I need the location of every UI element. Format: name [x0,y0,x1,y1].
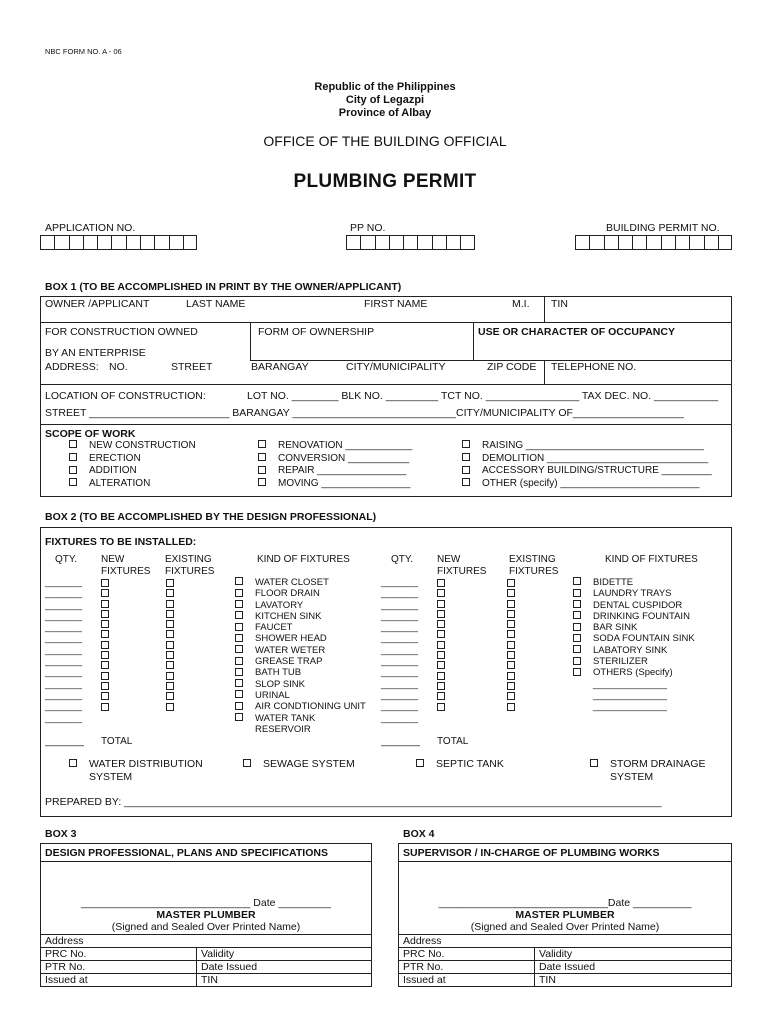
box4-label: BOX 4 [403,828,435,840]
checkbox-icon[interactable] [507,589,515,597]
existing-fixtures-header-right: EXISTING FIXTURES [509,554,559,577]
qty-blank[interactable]: _______ [381,599,418,611]
address-street-label: STREET [171,361,213,373]
checkbox-icon[interactable] [235,577,243,585]
fixture-row [235,577,366,588]
fixture-row [235,690,366,701]
address-no-label: NO. [109,361,128,373]
qty-blank[interactable]: _______ [45,644,82,656]
checkbox-icon[interactable] [235,600,243,608]
fixture-row [235,611,366,622]
fixture-label: LAVATORY [255,599,304,611]
qty-blank[interactable]: _______ [381,656,418,668]
checkbox-icon[interactable] [101,579,109,587]
fixture-label: DRINKING FOUNTAIN [593,610,690,622]
checkbox-icon[interactable] [462,478,470,486]
checkbox-icon[interactable] [573,611,581,619]
fixture-row [235,600,366,611]
qty-blank[interactable]: _______ [45,667,82,679]
new-checkbox-column-right[interactable] [437,577,445,713]
sewage-system-option[interactable]: SEWAGE SYSTEM [243,758,355,770]
pp-no-label: PP NO. [350,222,386,234]
checkbox-icon[interactable] [235,690,243,698]
box2-title: BOX 2 (TO BE ACCOMPLISHED BY THE DESIGN PROFESSIONAL) [45,511,377,523]
checkbox-icon[interactable] [437,703,445,711]
checkbox-icon[interactable] [437,589,445,597]
fixture-label: OTHERS (Specify) [593,667,673,679]
scope-title: SCOPE OF WORK [45,428,136,440]
fixture-label: FAUCET [255,622,293,634]
checkbox-icon[interactable] [437,692,445,700]
checkbox-icon[interactable] [437,682,445,690]
box4-tin: TIN [539,974,556,986]
qty-blank[interactable]: _______ [381,701,418,713]
storm-drainage-option[interactable]: STORM DRAINAGE SYSTEM [590,758,705,784]
box3-signature-line[interactable]: _____________________________ Date _________ [81,897,331,909]
location-label: LOCATION OF CONSTRUCTION: [45,390,206,402]
box4-validity: Validity [539,948,573,960]
fixture-row [235,701,366,712]
checkbox-icon[interactable] [69,453,77,461]
checkbox-icon[interactable] [573,589,581,597]
scope-col2 [258,440,412,490]
qty-header-left: QTY. [55,554,78,565]
checkbox-icon[interactable] [462,453,470,461]
qty-column-left[interactable] [45,577,82,724]
fixture-row [573,600,695,611]
fixture-row [573,622,695,633]
qty-blank[interactable]: _______ [381,644,418,656]
checkbox-icon[interactable] [507,600,515,608]
fixture-row [573,656,695,667]
checkbox-icon[interactable] [507,620,515,628]
box4-date-issued: Date Issued [539,961,596,973]
scope-col3 [462,440,712,490]
city-line: City of Legazpi [345,94,425,106]
use-character-label: USE OR CHARACTER OF OCCUPANCY [478,326,675,338]
checkbox-icon[interactable] [166,641,174,649]
scope-item[interactable]: ALTERATION [69,478,196,491]
fixture-label: LAUNDRY TRAYS [593,588,672,600]
fixture-row [235,667,366,678]
fixture-label: FLOOR DRAIN [255,588,320,600]
scope-item[interactable]: DEMOLITION _____________________________ [462,453,712,466]
qty-blank[interactable]: _______ [381,667,418,679]
qty-blank[interactable]: _______ [381,678,418,690]
checkbox-icon[interactable] [573,577,581,585]
checkbox-icon[interactable] [166,651,174,659]
checkbox-icon[interactable] [590,759,598,767]
checkbox-icon[interactable] [101,672,109,680]
checkbox-icon[interactable] [101,651,109,659]
fixture-label: BIDETTE [593,577,634,588]
box1-title: BOX 1 (TO BE ACCOMPLISHED IN PRINT BY THE OWNER/APPLICANT) [45,281,402,293]
province-line: Province of Albay [338,107,432,119]
qty-blank[interactable]: _______ [45,712,82,724]
checkbox-icon[interactable] [101,661,109,669]
box3-date-issued: Date Issued [201,961,258,973]
qty-blank[interactable]: _______ [45,610,82,622]
fixture-label: SLOP SINK [255,678,305,690]
qty-blank[interactable]: _______ [45,577,82,588]
checkbox-icon[interactable] [101,692,109,700]
checkbox-icon[interactable] [166,620,174,628]
fixture-label: WATER WETER [255,644,326,656]
fixture-label: ______________ [593,701,667,713]
box3-prc: PRC No. [45,948,87,960]
checkbox-icon[interactable] [235,668,243,676]
box3-ptr: PTR No. [45,961,86,973]
kind-header-left: KIND OF FIXTURES [257,554,350,565]
application-no-label: APPLICATION NO. [45,222,136,234]
checkbox-icon[interactable] [258,453,266,461]
scope-item[interactable]: REPAIR ________________ [258,465,412,478]
for-construction-label: FOR CONSTRUCTION OWNED [45,326,198,338]
box4-prc: PRC No. [403,948,445,960]
checkbox-icon[interactable] [507,641,515,649]
box4-issued-at: Issued at [403,974,446,986]
first-name-label: FIRST NAME [364,298,428,310]
fixture-label: STERILIZER [593,656,648,668]
checkbox-icon[interactable] [235,634,243,642]
checkbox-icon[interactable] [166,610,174,618]
fixture-label: RESERVOIR [255,723,311,735]
checkbox-icon[interactable] [235,713,243,721]
scope-item[interactable]: CONVERSION ___________ [258,453,412,466]
checkbox-icon[interactable] [101,641,109,649]
checkbox-icon[interactable] [235,623,243,631]
checkbox-icon[interactable] [166,589,174,597]
qty-column-right[interactable] [381,577,418,724]
fixture-row [235,713,366,724]
scope-item[interactable]: NEW CONSTRUCTION [69,440,196,453]
new-fixtures-header-right: NEW FIXTURES [437,554,487,577]
fixture-label: SODA FOUNTAIN SINK [593,633,695,645]
checkbox-icon[interactable] [101,682,109,690]
checkbox-icon[interactable] [235,645,243,653]
zip-code-label: ZIP CODE [487,361,537,373]
box3-label: BOX 3 [45,828,77,840]
box3-address: Address [45,935,84,947]
page-title: PLUMBING PERMIT [293,171,477,192]
scope-item[interactable]: RAISING ________________________________ [462,440,712,453]
box3-role: MASTER PLUMBER [156,909,256,921]
scope-item[interactable]: OTHER (specify) _________________________ [462,478,712,491]
box3-tin: TIN [201,974,218,986]
qty-blank[interactable]: _______ [381,577,418,588]
fixture-row [235,633,366,644]
new-fixtures-header-left: NEW FIXTURES [101,554,151,577]
total-qty-left[interactable]: _______ [45,736,84,747]
fixture-label: BATH TUB [255,667,302,679]
scope-item[interactable]: RENOVATION ____________ [258,440,412,453]
checkbox-icon[interactable] [507,672,515,680]
address-barangay-label: BARANGAY [251,361,309,373]
total-qty-right[interactable]: _______ [381,736,420,747]
checkbox-icon[interactable] [235,589,243,597]
office-title: OFFICE OF THE BUILDING OFFICIAL [263,133,507,149]
fixture-label: SHOWER HEAD [255,633,327,645]
fixture-row [573,577,695,588]
republic-line: Republic of the Philippines [314,81,456,93]
fixture-row [573,633,695,644]
checkbox-icon[interactable] [101,589,109,597]
fixture-row [573,701,695,712]
scope-item[interactable]: ADDITION [69,465,196,478]
box4-title: SUPERVISOR / IN-CHARGE OF PLUMBING WORKS [403,847,660,859]
total-label-right: TOTAL [437,736,469,747]
box3-validity: Validity [201,948,235,960]
fixture-row [235,622,366,633]
box4-address: Address [403,935,442,947]
prepared-by-line[interactable]: PREPARED BY: ____________________________________________________________________________________________ [45,796,662,808]
checkbox-icon[interactable] [437,630,445,638]
owner-label: OWNER /APPLICANT [45,298,150,310]
address-city-label: CITY/MUNICIPALITY [346,361,446,373]
fixture-label: URINAL [255,689,290,701]
mi-label: M.I. [512,298,530,310]
fixtures-title: FIXTURES TO BE INSTALLED: [45,536,197,548]
fixture-label: LABATORY SINK [593,644,668,656]
checkbox-icon[interactable] [507,692,515,700]
qty-blank[interactable]: _______ [381,712,418,724]
scope-item[interactable]: MOVING ________________ [258,478,412,491]
checkbox-icon[interactable] [437,600,445,608]
checkbox-icon[interactable] [243,759,251,767]
scope-item[interactable]: ERECTION [69,453,196,466]
checkbox-icon[interactable] [507,610,515,618]
qty-blank[interactable]: _______ [381,633,418,645]
checkbox-icon[interactable] [573,657,581,665]
scope-item[interactable]: ACCESSORY BUILDING/STRUCTURE _________ [462,465,712,478]
fixture-row [573,679,695,690]
qty-blank[interactable]: _______ [45,588,82,600]
checkbox-icon[interactable] [573,623,581,631]
checkbox-icon[interactable] [507,661,515,669]
checkbox-icon[interactable] [166,692,174,700]
by-enterprise-label: BY AN ENTERPRISE [45,347,146,359]
checkbox-icon[interactable] [573,634,581,642]
checkbox-icon[interactable] [69,466,77,474]
fixture-label: WATER CLOSET [255,577,329,588]
building-permit-no-boxes[interactable] [575,235,732,251]
tin-label: TIN [551,298,568,310]
scope-col1 [69,440,196,490]
checkbox-icon[interactable] [507,651,515,659]
qty-blank[interactable]: _______ [381,622,418,634]
fixture-row [573,611,695,622]
checkbox-icon[interactable] [101,630,109,638]
street-barangay-line[interactable]: STREET ________________________ BARANGAY ____________________________CITY/MUNICIPALITY OF___________________ [45,407,684,419]
box4-signature-line[interactable]: _____________________________Date __________ [438,897,692,909]
fixture-row [235,724,366,735]
kind-column-left [235,577,366,735]
kind-column-right [573,577,695,713]
qty-blank[interactable]: _______ [45,633,82,645]
last-name-label: LAST NAME [186,298,246,310]
box4-role: MASTER PLUMBER [515,909,615,921]
checkbox-icon[interactable] [507,630,515,638]
existing-fixtures-header-left: EXISTING FIXTURES [165,554,215,577]
checkbox-icon[interactable] [235,657,243,665]
qty-blank[interactable]: _______ [381,689,418,701]
application-no-boxes[interactable] [40,235,197,251]
fixture-label: ______________ [593,678,667,690]
checkbox-icon[interactable] [166,682,174,690]
checkbox-icon[interactable] [573,668,581,676]
form-number: NBC FORM NO. A - 06 [45,47,122,56]
pp-no-boxes[interactable] [346,235,475,251]
fixture-label: GREASE TRAP [255,656,323,668]
qty-header-right: QTY. [391,554,414,565]
qty-blank[interactable]: _______ [45,599,82,611]
checkbox-icon[interactable] [69,478,77,486]
checkbox-icon[interactable] [166,672,174,680]
checkbox-icon[interactable] [166,600,174,608]
box3-signed-note: (Signed and Sealed Over Printed Name) [111,921,301,933]
fixture-row [573,667,695,678]
checkbox-icon[interactable] [437,661,445,669]
box4-ptr: PTR No. [403,961,444,973]
fixture-label: WATER TANK [255,712,316,724]
checkbox-icon[interactable] [235,611,243,619]
fixture-row [235,645,366,656]
checkbox-icon[interactable] [573,600,581,608]
box3-issued-at: Issued at [45,974,88,986]
checkbox-icon[interactable] [101,703,109,711]
qty-blank[interactable]: _______ [45,678,82,690]
checkbox-icon[interactable] [573,645,581,653]
qty-blank[interactable]: _______ [381,610,418,622]
fixture-row [235,656,366,667]
fixture-row [235,588,366,599]
new-checkbox-column-left[interactable] [101,577,109,713]
telephone-label: TELEPHONE NO. [551,361,637,373]
fixture-label: DENTAL CUSPIDOR [593,599,683,611]
checkbox-icon[interactable] [416,759,424,767]
fixture-row [573,690,695,701]
checkbox-icon[interactable] [166,703,174,711]
checkbox-icon[interactable] [437,579,445,587]
checkbox-icon[interactable] [258,466,266,474]
checkbox-icon[interactable] [235,679,243,687]
checkbox-icon[interactable] [437,672,445,680]
checkbox-icon[interactable] [507,579,515,587]
existing-checkbox-column-left[interactable] [166,577,174,713]
fixture-label: ______________ [593,689,667,701]
checkbox-icon[interactable] [437,610,445,618]
lot-no-line[interactable]: LOT NO. ________ BLK NO. _________ TCT NO. ________________ TAX DEC. NO. ___________ [247,390,719,402]
form-of-ownership-label: FORM OF OWNERSHIP [258,326,375,338]
septic-tank-option[interactable]: SEPTIC TANK [416,758,504,770]
fixture-label: AIR CONDTIONING UNIT [255,701,366,713]
checkbox-icon[interactable] [235,702,243,710]
checkbox-icon[interactable] [69,759,77,767]
checkbox-icon[interactable] [437,651,445,659]
box4-signed-note: (Signed and Sealed Over Printed Name) [470,921,660,933]
checkbox-icon[interactable] [258,440,266,448]
checkbox-icon[interactable] [166,661,174,669]
fixture-row [573,588,695,599]
letterhead [0,81,770,120]
building-permit-no-label: BUILDING PERMIT NO. [606,222,720,234]
water-distribution-option[interactable]: WATER DISTRIBUTION SYSTEM [69,758,203,784]
fixture-label: KITCHEN SINK [255,610,322,622]
fixture-row [235,679,366,690]
checkbox-icon[interactable] [101,600,109,608]
fixture-label: BAR SINK [593,622,638,634]
qty-blank[interactable]: _______ [381,588,418,600]
box3-title: DESIGN PROFESSIONAL, PLANS AND SPECIFICATIONS [45,847,328,859]
address-label: ADDRESS: [45,361,99,373]
checkbox-icon[interactable] [462,440,470,448]
checkbox-icon[interactable] [101,620,109,628]
checkbox-icon[interactable] [101,610,109,618]
checkbox-icon[interactable] [166,579,174,587]
checkbox-icon[interactable] [437,620,445,628]
checkbox-icon[interactable] [507,703,515,711]
checkbox-icon[interactable] [166,630,174,638]
existing-checkbox-column-right[interactable] [507,577,515,713]
qty-blank[interactable]: _______ [45,622,82,634]
fixture-row [573,645,695,656]
kind-header-right: KIND OF FIXTURES [605,554,698,565]
qty-blank[interactable]: _______ [45,701,82,713]
checkbox-icon[interactable] [507,682,515,690]
qty-blank[interactable]: _______ [45,689,82,701]
checkbox-icon[interactable] [258,478,266,486]
total-label-left: TOTAL [101,736,133,747]
qty-blank[interactable]: _______ [45,656,82,668]
checkbox-icon[interactable] [437,641,445,649]
checkbox-icon[interactable] [462,466,470,474]
checkbox-icon[interactable] [69,440,77,448]
